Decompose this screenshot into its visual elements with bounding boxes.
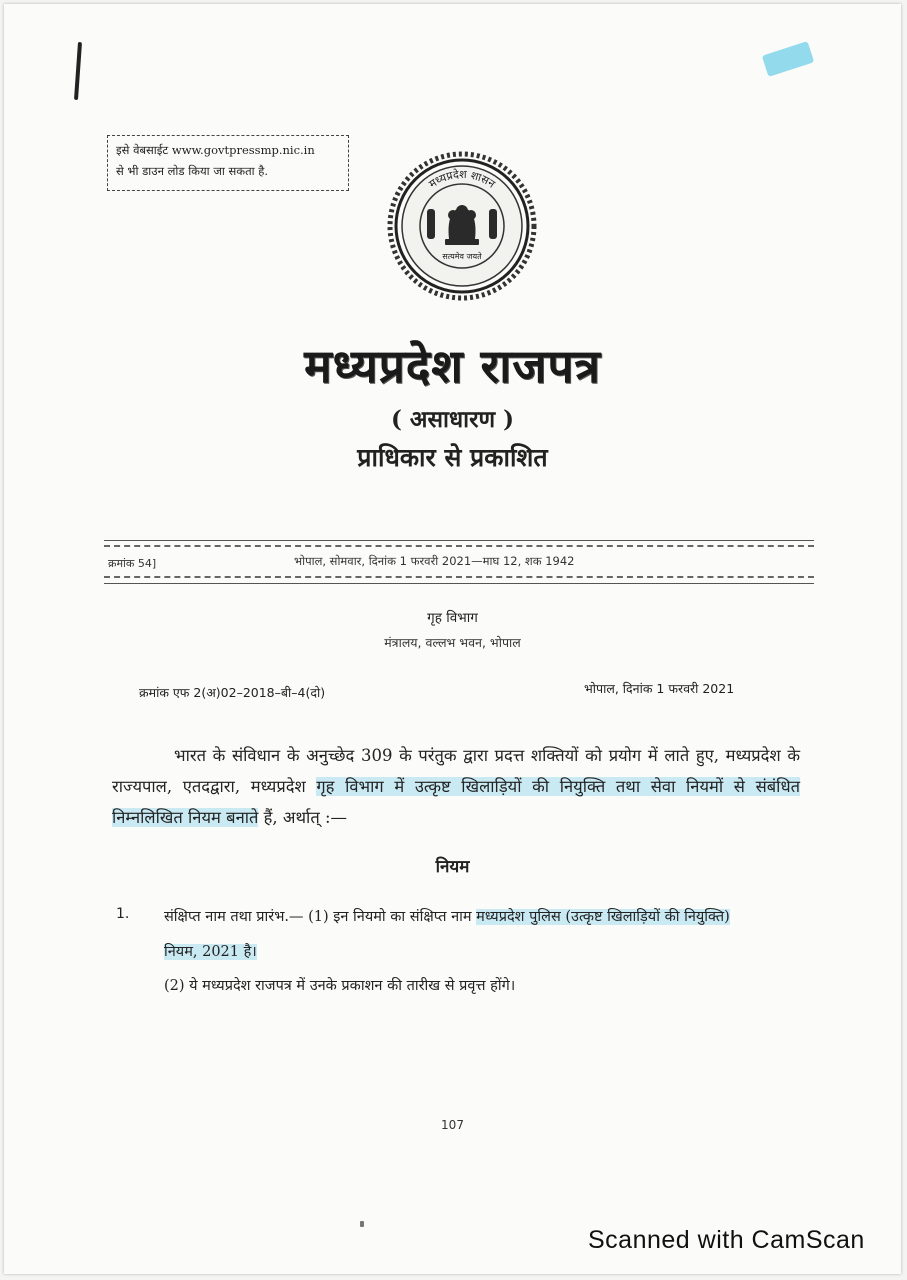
preamble-text-1: भारत के संविधान के अनुच्छेद 309 के परंतुक द्वारा प्रदत्त शक्तियों को प्रयोग में लाते हुए, मध्यप्रदेश के राज्यपाल, एतदद्वारा, मध्यप्रदेश [112, 746, 800, 796]
scanned-page [4, 4, 901, 1274]
top-rule [104, 540, 814, 541]
rule-1-highlighted-text: मध्यप्रदेश पुलिस (उत्कृष्ट खिलाड़ियों की नियुक्ति) नियम, 2021 है। [164, 909, 730, 960]
bottom-rule-dashed [104, 576, 814, 578]
seal-ring-text: मध्यप्रदेश शासन [426, 167, 498, 191]
preamble-highlighted-text: गृह विभाग में उत्कृष्ट खिलाड़ियों की नियुक्ति तथा सेवा नियमों से संबंधित निम्नलिखित नियम बनाते [112, 777, 801, 827]
scanner-watermark: Scanned with CamScan [588, 1226, 865, 1254]
pen-mark [74, 42, 82, 100]
department-address: मंत्रालय, वल्लभ भवन, भोपाल [384, 635, 521, 650]
rule-1-text [164, 900, 754, 970]
rules-heading: नियम [435, 857, 470, 877]
website-note-line1: इसे वेबसाईट www.govtpressmp.nic.in [116, 143, 315, 157]
top-rule-dashed [104, 545, 814, 547]
preamble-text-2: हैं, अर्थात् :— [258, 808, 348, 827]
state-emblem-seal [387, 151, 537, 301]
rule-1-subclause-2: (2) ये मध्यप्रदेश राजपत्र में उनके प्रकाशन की तारीख से प्रवृत्त होंगे। [164, 978, 516, 994]
gazette-edition: ( असाधारण ) [391, 406, 514, 433]
page-number: 107 [441, 1118, 464, 1132]
rule-1-number: 1. [116, 906, 130, 922]
preamble-paragraph [112, 740, 800, 833]
gazette-authority: प्राधिकार से प्रकाशित [357, 443, 548, 472]
gazette-title: मध्यप्रदेश राजपत्र [304, 339, 601, 393]
order-date: भोपाल, दिनांक 1 फरवरी 2021 [584, 681, 735, 696]
department-name: गृह विभाग [427, 610, 478, 626]
speck-mark [360, 1221, 364, 1227]
order-number: क्रमांक एफ 2(अ)02–2018–बी–4(दो) [139, 685, 326, 700]
issue-number: क्रमांक 54] [108, 557, 157, 570]
rule-1-text-before: संक्षिप्त नाम तथा प्रारंभ.— (1) इन नियमो का संक्षिप्त नाम [164, 909, 477, 925]
issue-place-date: भोपाल, सोमवार, दिनांक 1 फरवरी 2021—माघ 12, शक 1942 [294, 554, 575, 568]
website-note-line2: से भी डाउन लोड किया जा सकता है. [116, 164, 269, 178]
bottom-rule [104, 583, 814, 584]
seal-motto: सत्यमेव जयते [442, 252, 482, 261]
highlighter-mark [762, 41, 814, 77]
website-note-box [107, 135, 349, 191]
